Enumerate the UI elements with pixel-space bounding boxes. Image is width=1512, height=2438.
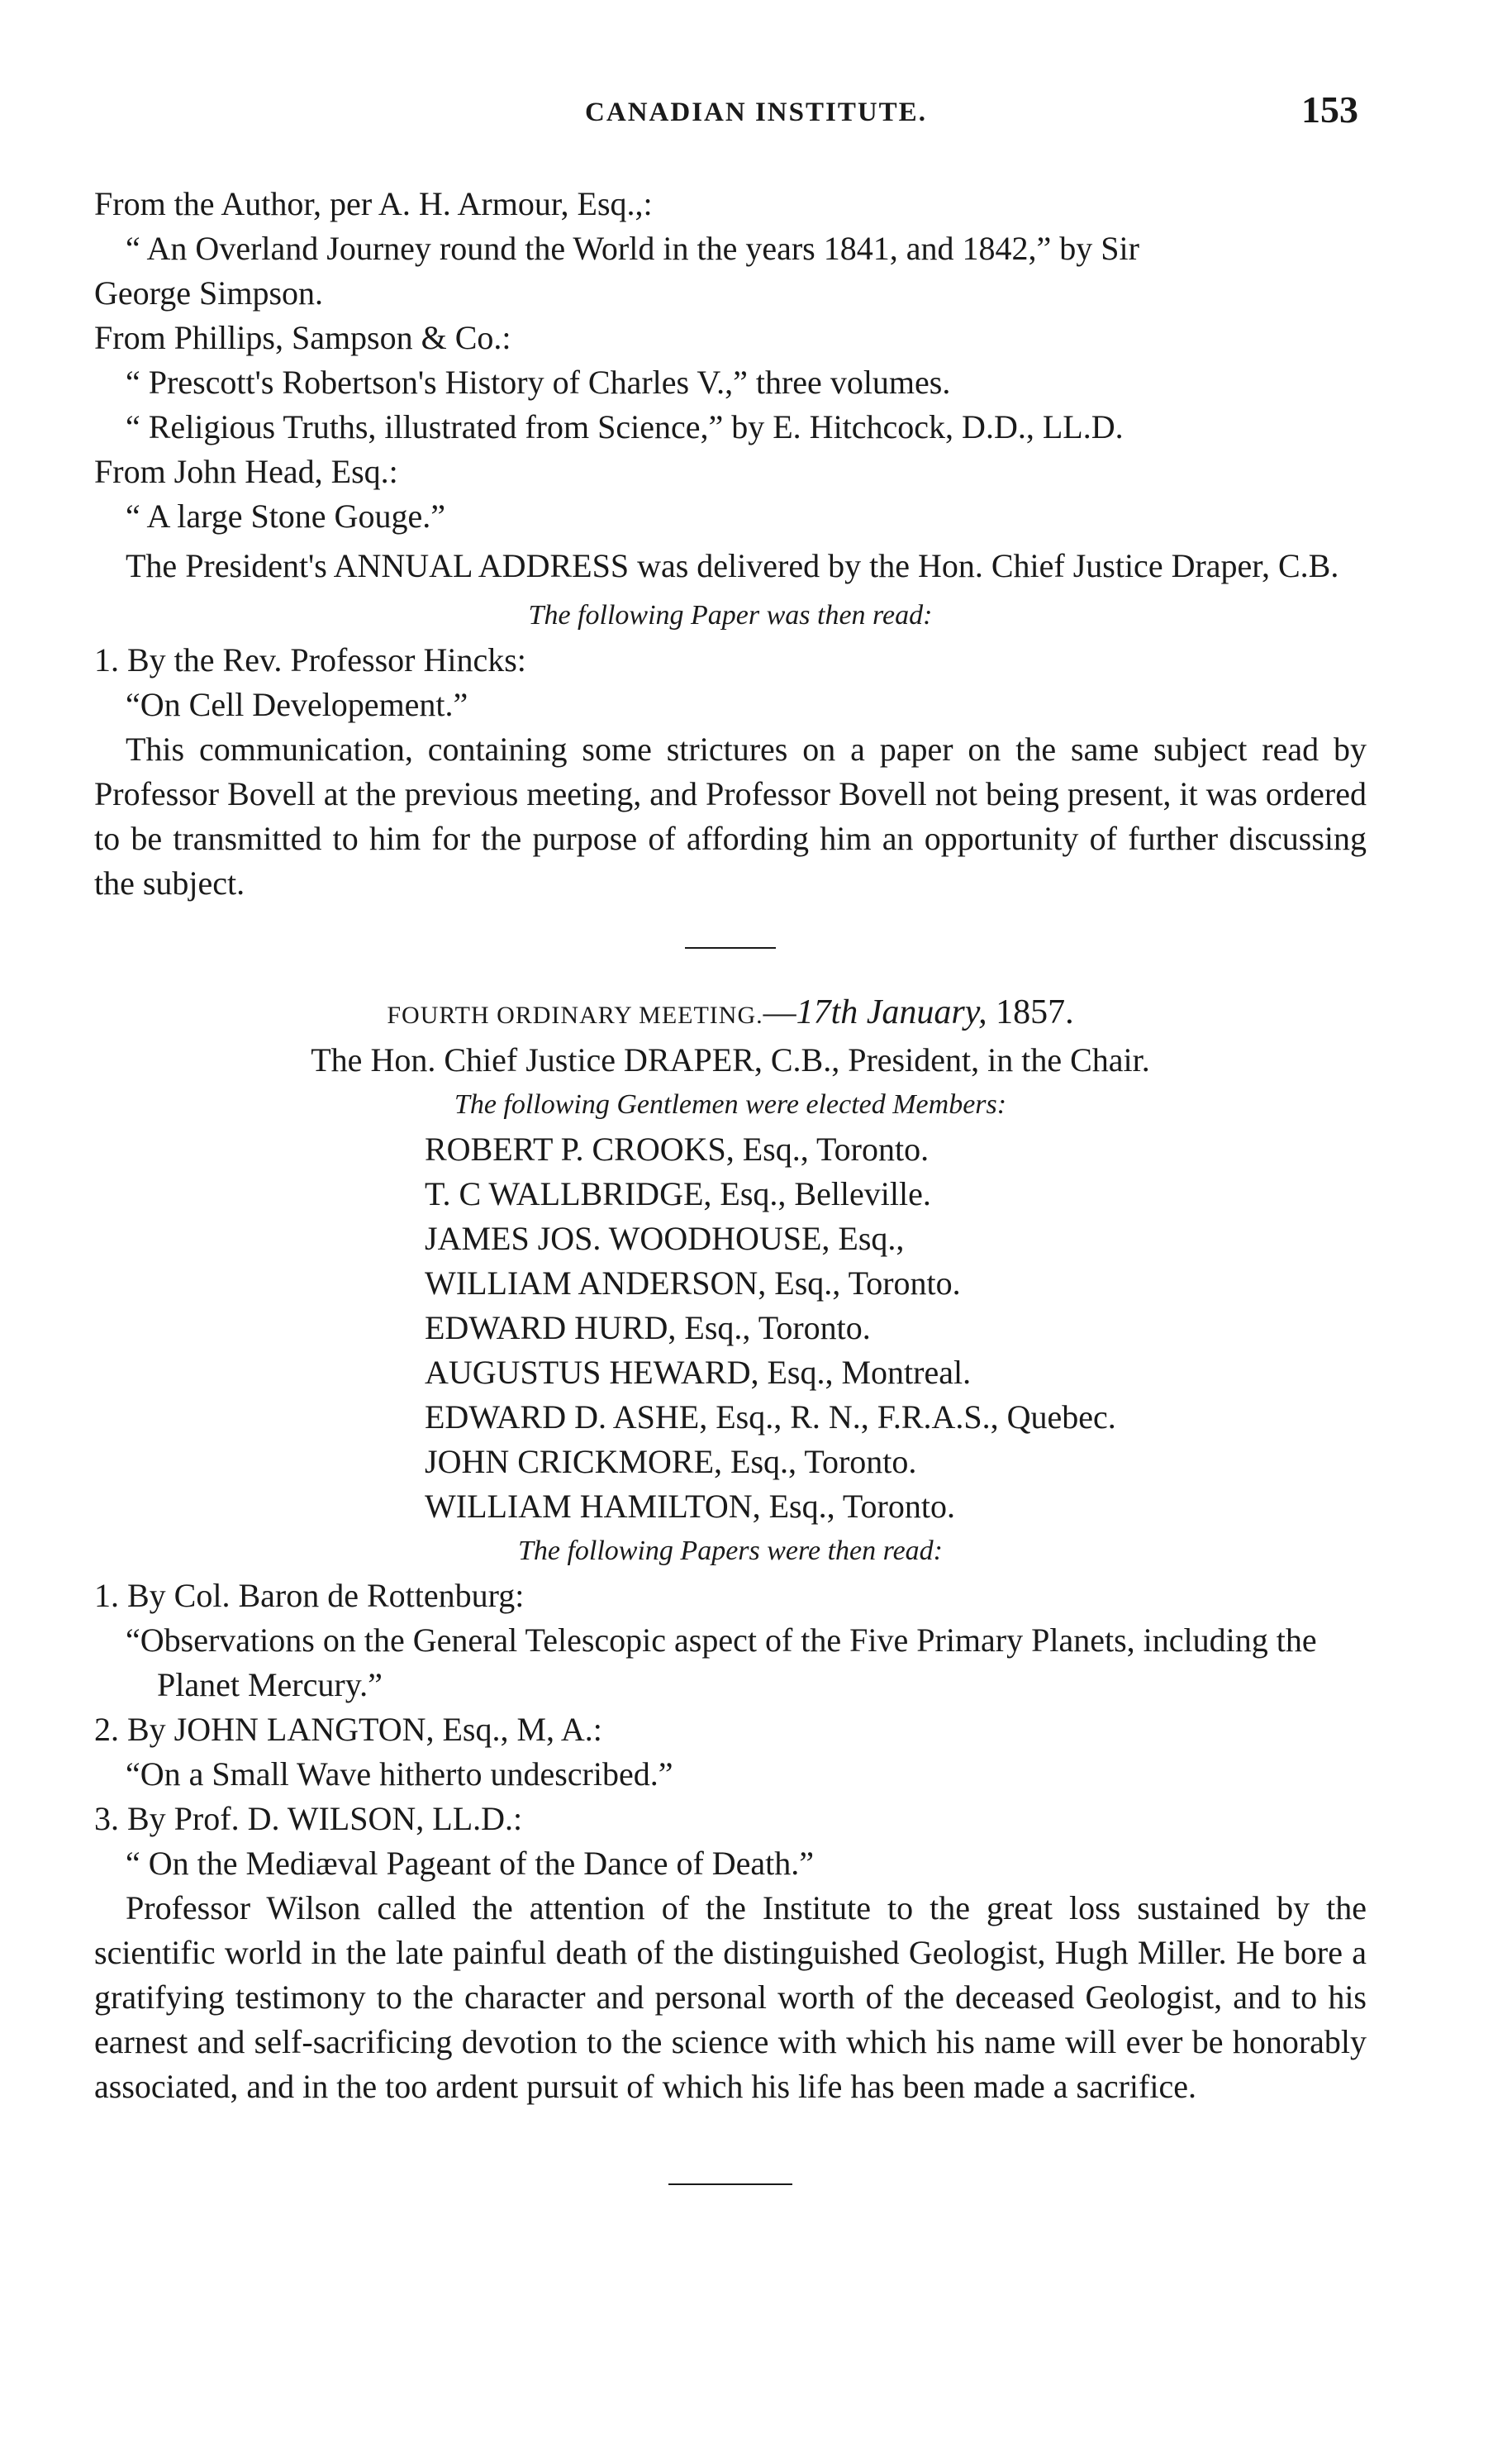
papers-read-heading: The following Papers were then read:	[517, 1536, 944, 1566]
member-item: EDWARD D. ASHE, Esq., R. N., F.R.A.S., Quebec.	[425, 1398, 1116, 1436]
member-item: AUGUSTUS HEWARD, Esq., Montreal.	[425, 1354, 972, 1391]
members-list	[94, 1127, 1367, 1529]
member-item: T. C WALLBRIDGE, Esq., Belleville.	[425, 1175, 931, 1212]
paper-2-3-author: 3. By Prof. D. WILSON, LL.D.:	[94, 1800, 523, 1837]
running-header: CANADIAN INSTITUTE.	[585, 98, 927, 127]
paper-2-1-author: 1. By Col. Baron de Rottenburg:	[94, 1577, 525, 1614]
paper-read-heading: The following Paper was then read:	[528, 600, 933, 631]
donation-head-from: From John Head, Esq.:	[94, 453, 398, 490]
wilson-remark-paragraph: Professor Wilson called the attention of the Institute to the great loss sustained by the scientific world in the late painful death of the distinguished Geologist, Hugh Miller. He bore a gratifying testimony to the character and personal worth of the deceased Geologist, and to his earnest and self-sacrificing devotion to the science with which his name will ever be honorably associated, and in the too ardent pursuit of which his life has been made a sacrifice.	[94, 1889, 1367, 2105]
section-divider	[685, 947, 776, 949]
meeting-chair: The Hon. Chief Justice DRAPER, C.B., President, in the Chair.	[311, 1041, 1150, 1079]
paper-remark-paragraph: This communication, containing some strictures on a paper on the same subject read by Professor Bovell at the previous meeting, and Professor Bovell not being present, it was ordered to be transmitted to him for the purpose of affording him an opportunity of further discussing the subject.	[94, 731, 1367, 902]
paper-1-author: 1. By the Rev. Professor Hincks:	[94, 641, 526, 679]
member-item: WILLIAM ANDERSON, Esq., Toronto.	[425, 1264, 961, 1302]
paper-1-title: “On Cell Developement.”	[126, 686, 468, 723]
donation-armour-item-cont: George Simpson.	[94, 274, 324, 312]
members-heading: The following Gentlemen were elected Members:	[454, 1089, 1007, 1120]
member-item: JOHN CRICKMORE, Esq., Toronto.	[425, 1443, 917, 1480]
meeting-heading	[94, 990, 1367, 1038]
page-number: 153	[1301, 88, 1358, 131]
paper-2-3-title: “ On the Mediæval Pageant of the Dance of Death.”	[126, 1845, 815, 1882]
donation-phillips-item-2: “ Religious Truths, illustrated from Science,” by E. Hitchcock, D.D., LL.D.	[126, 408, 1124, 445]
donation-head-item: “ A large Stone Gouge.”	[126, 498, 445, 535]
meeting-year: 1857.	[987, 993, 1074, 1031]
meeting-label: FOURTH ORDINARY MEETING.	[387, 1002, 763, 1029]
end-divider	[668, 2183, 792, 2185]
donation-phillips-item-1: “ Prescott's Robertson's History of Charles V.,” three volumes.	[126, 364, 951, 401]
member-item: JAMES JOS. WOODHOUSE, Esq.,	[425, 1220, 905, 1257]
member-item: WILLIAM HAMILTON, Esq., Toronto.	[425, 1488, 955, 1525]
paper-2-1-title: “Observations on the General Telescopic aspect of the Five Primary Planets, including the Planet Mercury.”	[126, 1621, 1317, 1703]
donation-armour-item: “ An Overland Journey round the World in the years 1841, and 1842,” by Sir	[126, 230, 1139, 267]
member-item: EDWARD HURD, Esq., Toronto.	[425, 1309, 871, 1346]
paper-2-2-author: 2. By JOHN LANGTON, Esq., M, A.:	[94, 1711, 602, 1748]
page-body	[94, 182, 1367, 2185]
meeting-dash: —	[763, 993, 796, 1031]
annual-address-paragraph: The President's ANNUAL ADDRESS was delivered by the Hon. Chief Justice Draper, C.B.	[126, 547, 1339, 584]
member-item: ROBERT P. CROOKS, Esq., Toronto.	[425, 1131, 930, 1168]
meeting-date: 17th January,	[796, 993, 987, 1031]
donation-phillips-from: From Phillips, Sampson & Co.:	[94, 319, 511, 356]
donation-armour-from: From the Author, per A. H. Armour, Esq.,:	[94, 185, 653, 222]
paper-2-2-title: “On a Small Wave hitherto undescribed.”	[126, 1755, 673, 1793]
